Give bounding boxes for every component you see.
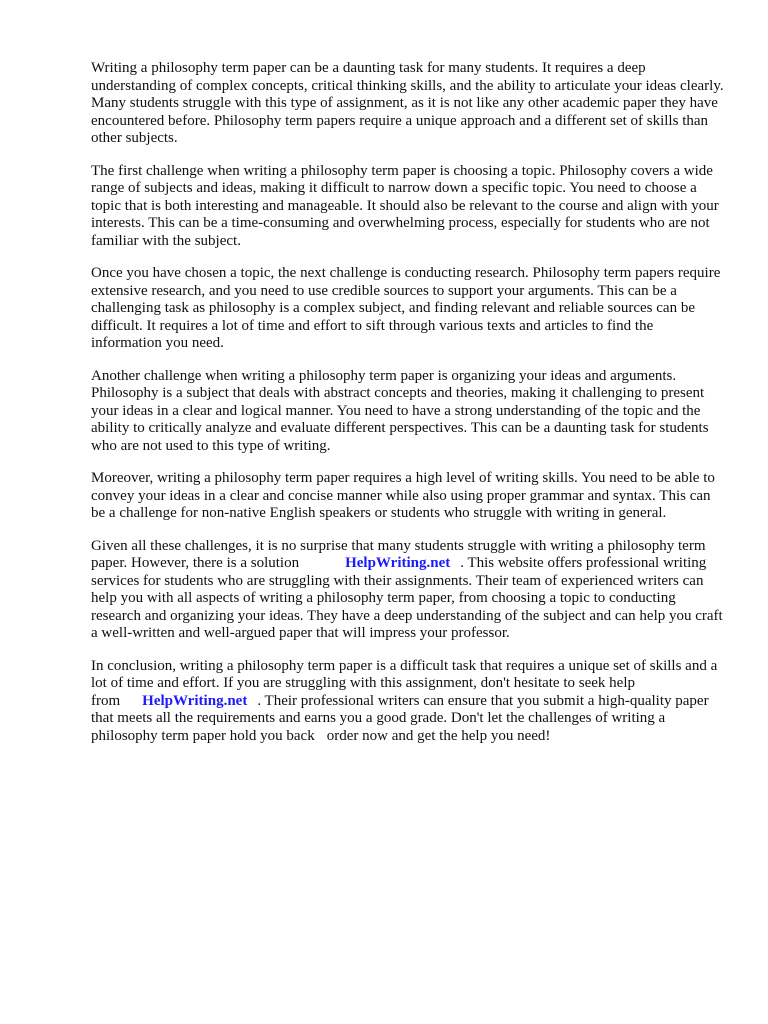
paragraph-writing-skills: Moreover, writing a philosophy term paper requires a high level of writing skills. You need to be able to convey your ideas in a clear and concise manner while also using proper grammar and syntax. This can be a challenge for non-native English speakers or students who struggle with writing in general.	[91, 470, 715, 521]
paragraph-research: Once you have chosen a topic, the next challenge is conducting research. Philosophy term papers require extensive research, and you need to use credible sources to support your arguments. This can be a challenging task as philosophy is a complex subject, and finding relevant and reliable sources can be difficult. It requires a lot of time and effort to sift through various texts and articles to find the information you need.	[91, 265, 721, 351]
document-body	[91, 60, 727, 760]
paragraph-solution-text-start: Given all these challenges, it is no surprise that many students struggle with writing a philosophy term paper. However, there is a solution	[91, 537, 706, 571]
helpwriting-link-conclusion[interactable]: HelpWriting.net	[142, 692, 248, 709]
paragraph-conclusion-text-middle: . Their professional writers can ensure that you submit a high-quality paper that meets all the requirements and earns you a good grade. Don't let the challenges of writing a philosophy term paper hold you back	[91, 692, 709, 744]
paragraph-intro: Writing a philosophy term paper can be a daunting task for many students. It requires a deep understanding of complex concepts, critical thinking skills, and the ability to articulate your ideas clearly. Many students struggle with this type of assignment, as it is not like any other academic paper they have encountered before. Philosophy term papers require a unique approach and a different set of skills than other subjects.	[91, 60, 724, 146]
paragraph-organizing: Another challenge when writing a philosophy term paper is organizing your ideas and arguments. Philosophy is a subject that deals with abstract concepts and theories, making it challenging to present your ideas in a clear and logical manner. You need to have a strong understanding of the topic and the ability to critically analyze and evaluate different perspectives. This can be a daunting task for students who are not used to this type of writing.	[91, 367, 709, 454]
paragraph-solution	[91, 538, 727, 643]
helpwriting-link[interactable]: HelpWriting.net	[345, 555, 451, 571]
paragraph-conclusion	[91, 658, 727, 746]
paragraph-conclusion-text-end: order now and get the help you need!	[326, 727, 551, 744]
paragraph-solution-text-end: . This website offers professional writing services for students who are struggling with their assignments. Their team of experienced writers can help you with all aspects of writing a philosophy term paper, from choosing a topic to conducting research and organizing your ideas. They have a deep understanding of the subject and can help you craft a well-written and well-argued paper that will impress your professor.	[91, 555, 723, 641]
paragraph-conclusion-text-start: In conclusion, writing a philosophy term paper is a difficult task that requires a unique set of skills and a lot of time and effort. If you are struggling with this assignment, don't hesitate to seek help from	[91, 657, 718, 709]
paragraph-topic: The first challenge when writing a philosophy term paper is choosing a topic. Philosophy covers a wide range of subjects and ideas, making it difficult to narrow down a specific topic. You need to choose a topic that is both interesting and manageable. It should also be relevant to the course and align with your interests. This can be a time-consuming and overwhelming process, especially for students who are not familiar with the subject.	[91, 162, 719, 249]
